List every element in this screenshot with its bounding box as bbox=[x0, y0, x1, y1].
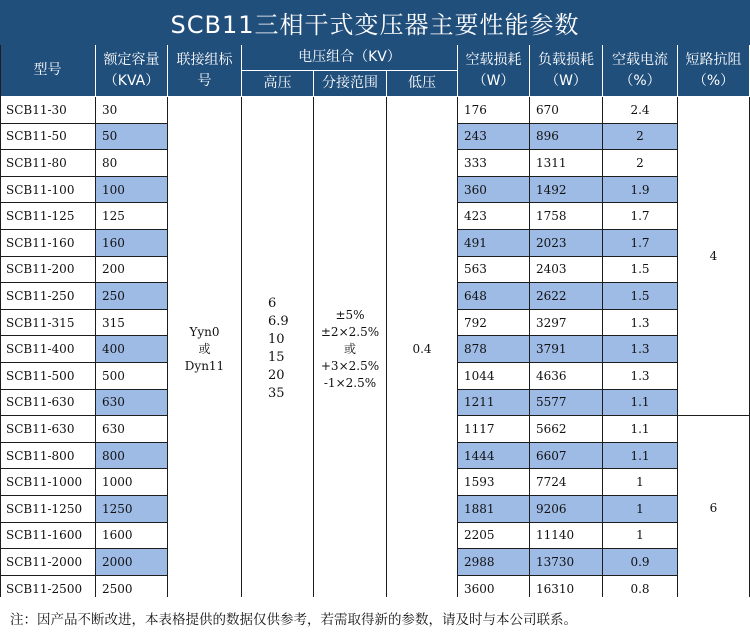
cell-model: SCB11-630 bbox=[0, 390, 96, 417]
cell-load-loss: 5577 bbox=[530, 390, 603, 417]
cell-noload-loss: 878 bbox=[458, 336, 530, 363]
cell-load-loss: 16310 bbox=[530, 576, 603, 603]
header-load-loss: 负载损耗 （W） bbox=[530, 45, 603, 97]
cell-noload-current: 1.3 bbox=[603, 363, 678, 390]
cell-noload-loss: 176 bbox=[458, 97, 530, 124]
cell-load-loss: 1311 bbox=[530, 150, 603, 177]
cell-noload-loss: 1444 bbox=[458, 443, 530, 470]
cell-capacity: 160 bbox=[96, 230, 168, 257]
cell-noload-current: 1 bbox=[603, 523, 678, 550]
cell-noload-current: 0.8 bbox=[603, 576, 678, 603]
cell-load-loss: 5662 bbox=[530, 416, 603, 443]
cell-capacity: 1600 bbox=[96, 523, 168, 550]
cell-model: SCB11-100 bbox=[0, 177, 96, 204]
cell-model: SCB11-800 bbox=[0, 443, 96, 470]
cell-noload-current: 1.9 bbox=[603, 177, 678, 204]
cell-model: SCB11-500 bbox=[0, 363, 96, 390]
cell-noload-loss: 1881 bbox=[458, 496, 530, 523]
cell-load-loss: 2622 bbox=[530, 283, 603, 310]
cell-noload-current: 2 bbox=[603, 150, 678, 177]
cell-model: SCB11-315 bbox=[0, 310, 96, 337]
cell-model: SCB11-200 bbox=[0, 257, 96, 284]
cell-noload-current: 2 bbox=[603, 124, 678, 151]
cell-noload-loss: 2988 bbox=[458, 549, 530, 576]
cell-capacity: 1250 bbox=[96, 496, 168, 523]
cell-noload-loss: 1117 bbox=[458, 416, 530, 443]
cell-noload-current: 1 bbox=[603, 496, 678, 523]
cell-noload-current: 1.1 bbox=[603, 390, 678, 417]
cell-model: SCB11-2000 bbox=[0, 549, 96, 576]
cell-noload-current: 1.3 bbox=[603, 310, 678, 337]
merged-tap-range: ±5% ±2×2.5% 或 +3×2.5% -1×2.5% bbox=[314, 97, 387, 602]
cell-noload-current: 1.7 bbox=[603, 203, 678, 230]
cell-capacity: 80 bbox=[96, 150, 168, 177]
cell-noload-current: 1.5 bbox=[603, 283, 678, 310]
cell-noload-current: 2.4 bbox=[603, 97, 678, 124]
cell-capacity: 50 bbox=[96, 124, 168, 151]
cell-noload-loss: 243 bbox=[458, 124, 530, 151]
cell-model: SCB11-125 bbox=[0, 203, 96, 230]
cell-noload-current: 1.7 bbox=[603, 230, 678, 257]
table-left-border bbox=[0, 45, 1, 597]
merged-impedance-a: 4 bbox=[678, 97, 750, 416]
cell-noload-loss: 1211 bbox=[458, 390, 530, 417]
cell-model: SCB11-400 bbox=[0, 336, 96, 363]
cell-capacity: 125 bbox=[96, 203, 168, 230]
cell-noload-loss: 491 bbox=[458, 230, 530, 257]
merged-impedance-b: 6 bbox=[678, 416, 750, 602]
cell-capacity: 630 bbox=[96, 390, 168, 417]
cell-capacity: 2000 bbox=[96, 549, 168, 576]
cell-capacity: 630 bbox=[96, 416, 168, 443]
cell-capacity: 400 bbox=[96, 336, 168, 363]
cell-capacity: 250 bbox=[96, 283, 168, 310]
cell-load-loss: 6607 bbox=[530, 443, 603, 470]
header-noload-current: 空载电流 （%） bbox=[603, 45, 678, 97]
table-title: SCB11三相干式变压器主要性能参数 bbox=[0, 0, 750, 45]
cell-noload-loss: 648 bbox=[458, 283, 530, 310]
cell-noload-loss: 792 bbox=[458, 310, 530, 337]
header-model: 型号 bbox=[0, 45, 96, 97]
cell-noload-current: 1.5 bbox=[603, 257, 678, 284]
header-impedance: 短路抗阻 （%） bbox=[678, 45, 750, 97]
cell-noload-loss: 3600 bbox=[458, 576, 530, 603]
header-connection-group: 联接组标 号 bbox=[168, 45, 242, 97]
cell-model: SCB11-630 bbox=[0, 416, 96, 443]
cell-model: SCB11-250 bbox=[0, 283, 96, 310]
cell-load-loss: 7724 bbox=[530, 469, 603, 496]
cell-capacity: 1000 bbox=[96, 469, 168, 496]
cell-model: SCB11-80 bbox=[0, 150, 96, 177]
header-voltage-group: 电压组合（KV） bbox=[242, 45, 458, 71]
cell-load-loss: 896 bbox=[530, 124, 603, 151]
cell-model: SCB11-1600 bbox=[0, 523, 96, 550]
cell-noload-loss: 423 bbox=[458, 203, 530, 230]
header-noload-loss: 空载损耗 （W） bbox=[458, 45, 530, 97]
cell-noload-loss: 1593 bbox=[458, 469, 530, 496]
cell-capacity: 500 bbox=[96, 363, 168, 390]
cell-noload-loss: 2205 bbox=[458, 523, 530, 550]
cell-model: SCB11-30 bbox=[0, 97, 96, 124]
header-hv: 高压 bbox=[242, 71, 314, 97]
cell-noload-current: 0.9 bbox=[603, 549, 678, 576]
merged-hv: 6 6.9 10 15 20 35 bbox=[242, 97, 314, 602]
cell-load-loss: 11140 bbox=[530, 523, 603, 550]
cell-noload-current: 1 bbox=[603, 469, 678, 496]
cell-load-loss: 2403 bbox=[530, 257, 603, 284]
cell-noload-current: 1.3 bbox=[603, 336, 678, 363]
cell-load-loss: 3297 bbox=[530, 310, 603, 337]
cell-model: SCB11-1000 bbox=[0, 469, 96, 496]
spec-table bbox=[0, 45, 750, 597]
merged-lv: 0.4 bbox=[387, 97, 458, 602]
cell-noload-loss: 563 bbox=[458, 257, 530, 284]
cell-noload-current: 1.1 bbox=[603, 443, 678, 470]
cell-load-loss: 1492 bbox=[530, 177, 603, 204]
cell-capacity: 100 bbox=[96, 177, 168, 204]
cell-noload-loss: 360 bbox=[458, 177, 530, 204]
merged-connection-group: Yyn0 或 Dyn11 bbox=[168, 97, 242, 602]
header-lv: 低压 bbox=[387, 71, 458, 97]
header-capacity: 额定容量 （KVA） bbox=[96, 45, 168, 97]
cell-load-loss: 13730 bbox=[530, 549, 603, 576]
cell-capacity: 800 bbox=[96, 443, 168, 470]
cell-load-loss: 3791 bbox=[530, 336, 603, 363]
cell-capacity: 315 bbox=[96, 310, 168, 337]
cell-noload-current: 1.1 bbox=[603, 416, 678, 443]
footnote: 注：因产品不断改进，本表格提供的数据仅供参考，若需取得新的参数，请及时与本公司联系。 bbox=[0, 597, 750, 639]
cell-model: SCB11-50 bbox=[0, 124, 96, 151]
cell-model: SCB11-160 bbox=[0, 230, 96, 257]
cell-model: SCB11-1250 bbox=[0, 496, 96, 523]
cell-load-loss: 4636 bbox=[530, 363, 603, 390]
cell-capacity: 30 bbox=[96, 97, 168, 124]
cell-model: SCB11-2500 bbox=[0, 576, 96, 603]
cell-noload-loss: 333 bbox=[458, 150, 530, 177]
cell-load-loss: 9206 bbox=[530, 496, 603, 523]
cell-noload-loss: 1044 bbox=[458, 363, 530, 390]
cell-capacity: 2500 bbox=[96, 576, 168, 603]
cell-load-loss: 1758 bbox=[530, 203, 603, 230]
cell-load-loss: 670 bbox=[530, 97, 603, 124]
cell-load-loss: 2023 bbox=[530, 230, 603, 257]
header-tap-range: 分接范围 bbox=[314, 71, 387, 97]
cell-capacity: 200 bbox=[96, 257, 168, 284]
